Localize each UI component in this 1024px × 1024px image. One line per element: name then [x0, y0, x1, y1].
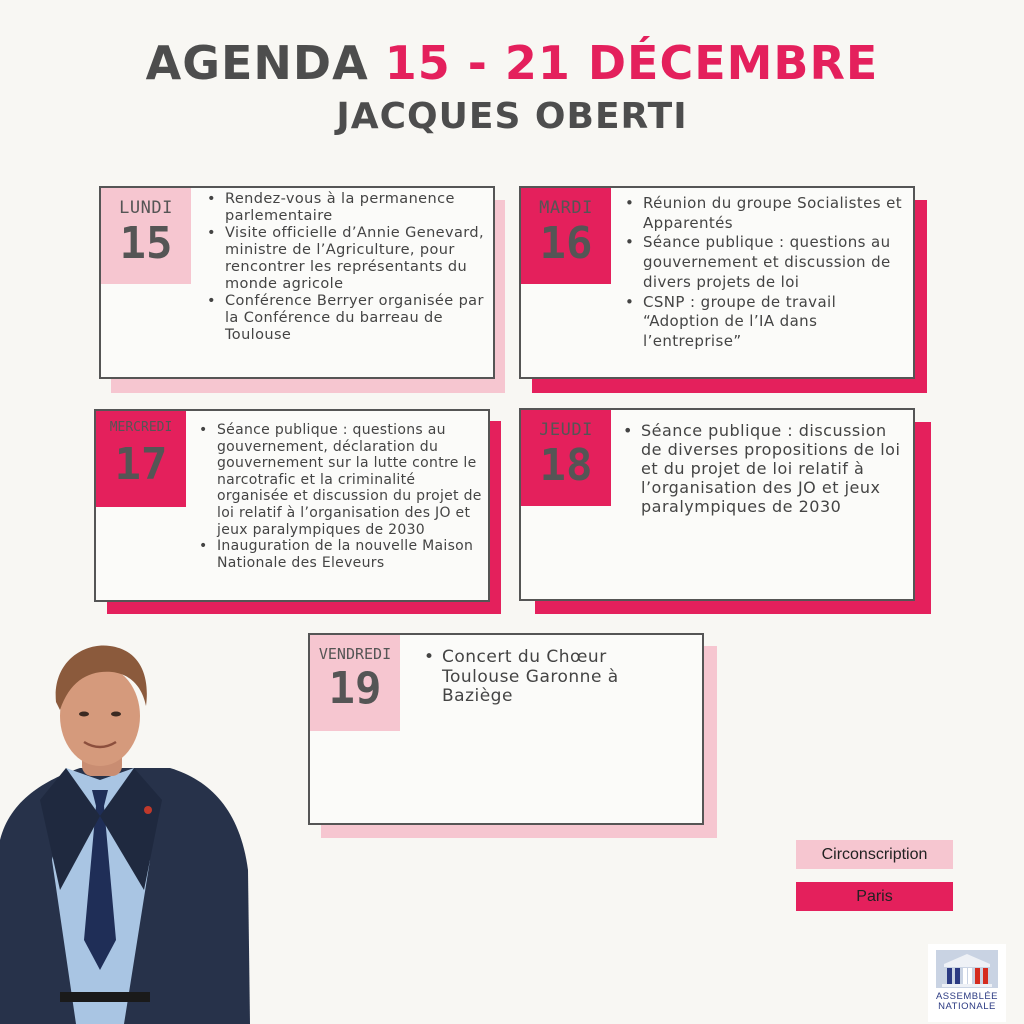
day-label [521, 188, 611, 284]
paris-tag: Paris [796, 882, 953, 911]
day-label [101, 188, 191, 284]
logo-line-2: NATIONALE [938, 1001, 996, 1012]
list-item: • Visite officielle d’Annie Genevard, ministre de l’Agriculture, pour rencontrer les représentants du monde agricole [205, 225, 490, 293]
day-number: 15 [119, 218, 173, 269]
logo-line-1: ASSEMBLÉE [935, 991, 999, 1002]
day-number: 17 [114, 439, 168, 490]
event-list [623, 194, 913, 352]
day-number: 19 [328, 663, 382, 714]
title-prefix: AGENDA [145, 36, 369, 90]
list-item: • Réunion du groupe Socialistes et Apparentés [623, 194, 913, 233]
title-dates: 15 - 21 DÉCEMBRE [384, 36, 879, 90]
list-item: • CSNP : groupe de travail “Adoption de l’IA dans l’entreprise” [623, 293, 913, 352]
event-list [621, 421, 911, 516]
event-list [197, 422, 487, 571]
day-label [310, 635, 400, 731]
list-item: • Séance publique : questions au gouvernement et discussion de divers projets de loi [623, 233, 913, 292]
day-name: VENDREDI [318, 645, 392, 663]
deputy-name: JACQUES OBERTI [336, 96, 688, 137]
day-name: JEUDI [539, 420, 593, 440]
list-item: • Concert du Chœur Toulouse Garonne à Baziège [422, 648, 662, 707]
day-label [521, 410, 611, 506]
list-item: • Séance publique : questions au gouvernement, déclaration du gouvernement sur la lutte contre le narcotrafic et la criminalité organisée et discussion du projet de loi relatif à l’organisation des JO et jeux paralympiques de 2030 [197, 422, 487, 538]
list-item: • Conférence Berryer organisée par la Conférence du barreau de Toulouse [205, 293, 490, 344]
day-name: MERCREDI [109, 420, 173, 435]
event-list [205, 191, 490, 344]
assemblee-nationale-building-icon [936, 950, 998, 988]
event-list [422, 648, 662, 707]
day-number: 16 [539, 218, 593, 269]
list-item: • Séance publique : discussion de diverses propositions de loi et du projet de loi relatif à l’organisation des JO et jeux paralympiques de 2030 [621, 421, 911, 516]
day-label [96, 411, 186, 507]
day-name: LUNDI [119, 198, 173, 218]
assemblee-nationale-logo [928, 944, 1006, 1022]
circonscription-tag: Circonscription [796, 840, 953, 869]
list-item: • Rendez-vous à la permanence parlementaire [205, 191, 490, 225]
list-item: • Inauguration de la nouvelle Maison Nationale des Eleveurs [197, 538, 487, 571]
day-number: 18 [539, 440, 593, 491]
day-name: MARDI [539, 198, 593, 218]
deputy-portrait [0, 640, 250, 1024]
page-title [0, 36, 1024, 90]
